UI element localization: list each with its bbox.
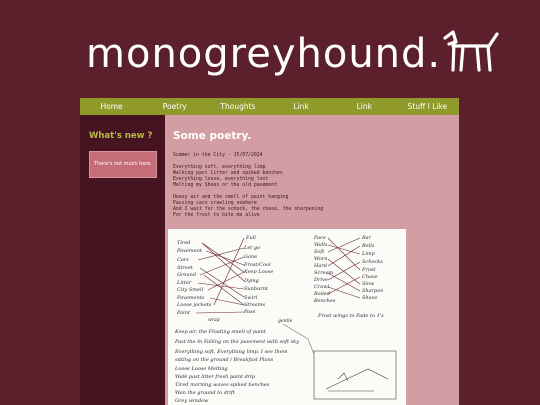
sketch-word: Full [246,235,256,241]
nav-poetry[interactable]: Poetry [162,102,187,111]
sketch-word: Benches [314,298,336,304]
sketch-word: Cars [177,257,189,263]
sketch-word: Swirl [244,295,258,301]
sketch-word: Shave [362,295,378,301]
sidebar [80,115,165,405]
site-logo[interactable] [86,28,499,78]
sketch-draft-line: Everything soft, Everything limp, I see them [175,349,288,355]
sketch-word: Sunburnt [244,286,268,292]
sketch-word: Frost/Cool [244,262,271,268]
sketch-draft-line: Past the In Falling on the pavement with soft sky [175,339,299,345]
sketch-word: Let go [244,245,261,251]
page-title: Some poetry. [173,130,252,142]
sketch-word: Bar [362,235,372,241]
poem-line: Heavy air and the smell of paint hanging [173,195,289,200]
sketch-word: Loose jackets [177,302,212,308]
nav-stuff-i-like[interactable]: Stuff I Like [407,102,448,111]
sketch-word: Keep Loose [244,269,274,275]
sketch-draft-line: Keep air, the Floating smell of paint [175,329,266,335]
sketch-word: Hard [314,263,327,269]
sketch-word: Scream [314,270,334,276]
nav-home[interactable]: Home [100,102,123,111]
sketch-word: Crawl [314,284,330,290]
poem-line: Everything loose, everything lost [173,177,269,182]
sketch-draft-line: Wan the ground to drift [175,390,235,396]
poem-line: Melting my Shoes or the old pavement [173,183,277,188]
sketch-word: Streams [244,302,266,308]
sketch-word: Pavements [177,295,205,301]
sketch-draft-line: Walk past litter fresh paint drip [175,374,255,380]
poem-title: Summer in the City - 15/07/2024 [173,153,263,158]
sketch-word: Pavement [177,248,202,254]
handwritten-notes-image [168,229,406,405]
sketch-draft-line: Tired morning waves spiked benches [175,382,270,388]
sketch-word: Pace [314,235,326,241]
nav-thoughts[interactable]: Thoughts [220,102,256,111]
sketch-word: Gone [244,254,258,260]
sketch-word: Dying [244,278,259,284]
poem-line: Passing cars crawling nowhere [173,201,257,206]
sketch-draft-line: sitting on the ground / Breakfast Plans [175,357,274,363]
sketch-word: Chase [362,274,378,280]
sketch-word: Boiled [314,291,331,297]
poem-line: And I wait for the schock, the chase, the sharpening [173,207,324,212]
sketch-word: Drive [314,277,328,283]
sketch-label: gentle [278,319,293,324]
poem-line: Everything soft, everything limp [173,165,266,170]
poem-line: For the frost to bite me alive [173,213,260,218]
whats-new-box: There's not much here. [89,151,157,178]
sketch-word: Tired [177,240,191,246]
greyhound-icon [443,28,499,74]
sketch-word: Worn [314,256,328,262]
sketch-draft-line: Grey window [175,398,209,404]
main-nav [80,98,459,115]
sketch-word: Sharpen [362,288,384,294]
sketch-word: Street [177,265,193,271]
sketch-word: Bells [362,243,375,249]
sketch-draft-line: Loose Loose Melting [175,366,228,372]
sketch-word: Frost [362,267,376,273]
sidebar-title: What's new ? [89,131,153,141]
nav-link-1[interactable]: Link [293,102,309,111]
sketch-word: Pass [244,309,256,315]
sketch-note: Frost wings to Fade to 1's [318,313,384,319]
sketch-word: City Smell [177,287,204,293]
sketch-word: Ground [177,272,197,278]
sketch-label: wrap [208,318,220,323]
poem-line: Walking past litter and spiked benches [173,171,283,176]
logo-text: monogreyhound. [86,31,442,77]
sketch-word: Soft [314,249,325,255]
poem [173,153,453,219]
sketch-word: Limp [362,251,375,257]
nav-link-2[interactable]: Link [356,102,372,111]
sketch-word: Slow [362,281,375,287]
sketch-word: Walls [314,242,328,248]
sketch-word: Litter [177,280,192,286]
sketch-word: Paint [177,310,190,316]
sketch-word: Schocks [362,259,383,265]
